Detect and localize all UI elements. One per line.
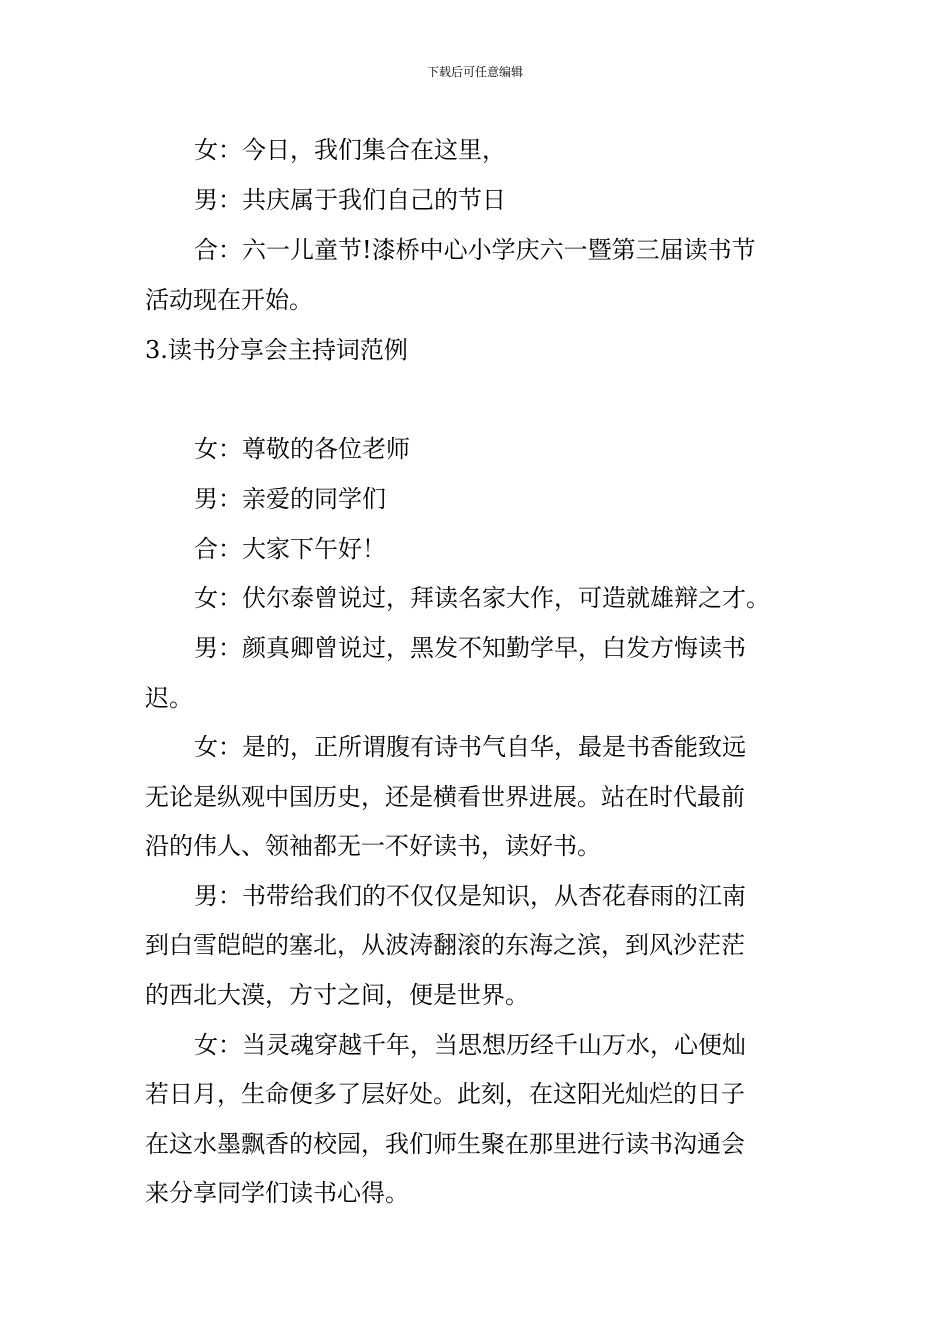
dialogue-line: 男：书带给我们的不仅仅是知识，从杏花春雨的江南 [194, 882, 746, 910]
dialogue-line: 女：尊敬的各位老师 [194, 435, 410, 463]
dialogue-line: 女：今日，我们集合在这里， [194, 136, 506, 164]
dialogue-line: 合：六一儿童节!漆桥中心小学庆六一暨第三届读书节 [194, 236, 756, 264]
dialogue-line: 女：伏尔泰曾说过，拜读名家大作，可造就雄辩之才。 [194, 584, 770, 612]
dialogue-line-continuation: 活动现在开始。 [145, 286, 313, 314]
dialogue-line: 男：颜真卿曾说过，黑发不知勤学早，白发方悔读书 [194, 634, 746, 662]
dialogue-line-continuation: 到白雪皑皑的塞北，从波涛翻滚的东海之滨，到风沙茫茫 [145, 931, 745, 959]
dialogue-line-continuation: 无论是纵观中国历史，还是横看世界进展。站在时代最前 [145, 783, 745, 811]
dialogue-line: 女：当灵魂穿越千年，当思想历经千山万水，心便灿 [194, 1031, 746, 1059]
dialogue-line: 女：是的，正所谓腹有诗书气自华，最是书香能致远 [194, 733, 746, 761]
page-header: 下载后可任意编辑 [426, 65, 523, 79]
dialogue-line-continuation: 的西北大漠，方寸之间，便是世界。 [145, 981, 529, 1009]
dialogue-line: 男：共庆属于我们自己的节日 [194, 186, 506, 214]
dialogue-line-continuation: 沿的伟人、领袖都无一不好读书，读好书。 [145, 832, 601, 860]
dialogue-line: 合：大家下午好！ [194, 535, 386, 563]
dialogue-line-continuation: 若日月，生命便多了层好处。此刻，在这阳光灿烂的日子 [145, 1080, 745, 1108]
dialogue-line-continuation: 在这水墨飘香的校园，我们师生聚在那里进行读书沟通会 [145, 1130, 745, 1158]
dialogue-line-continuation: 来分享同学们读书心得。 [145, 1179, 409, 1207]
section-heading: 3.读书分享会主持词范例 [145, 336, 408, 364]
dialogue-line: 男：亲爱的同学们 [194, 485, 386, 513]
dialogue-line-continuation: 迟。 [145, 684, 193, 712]
